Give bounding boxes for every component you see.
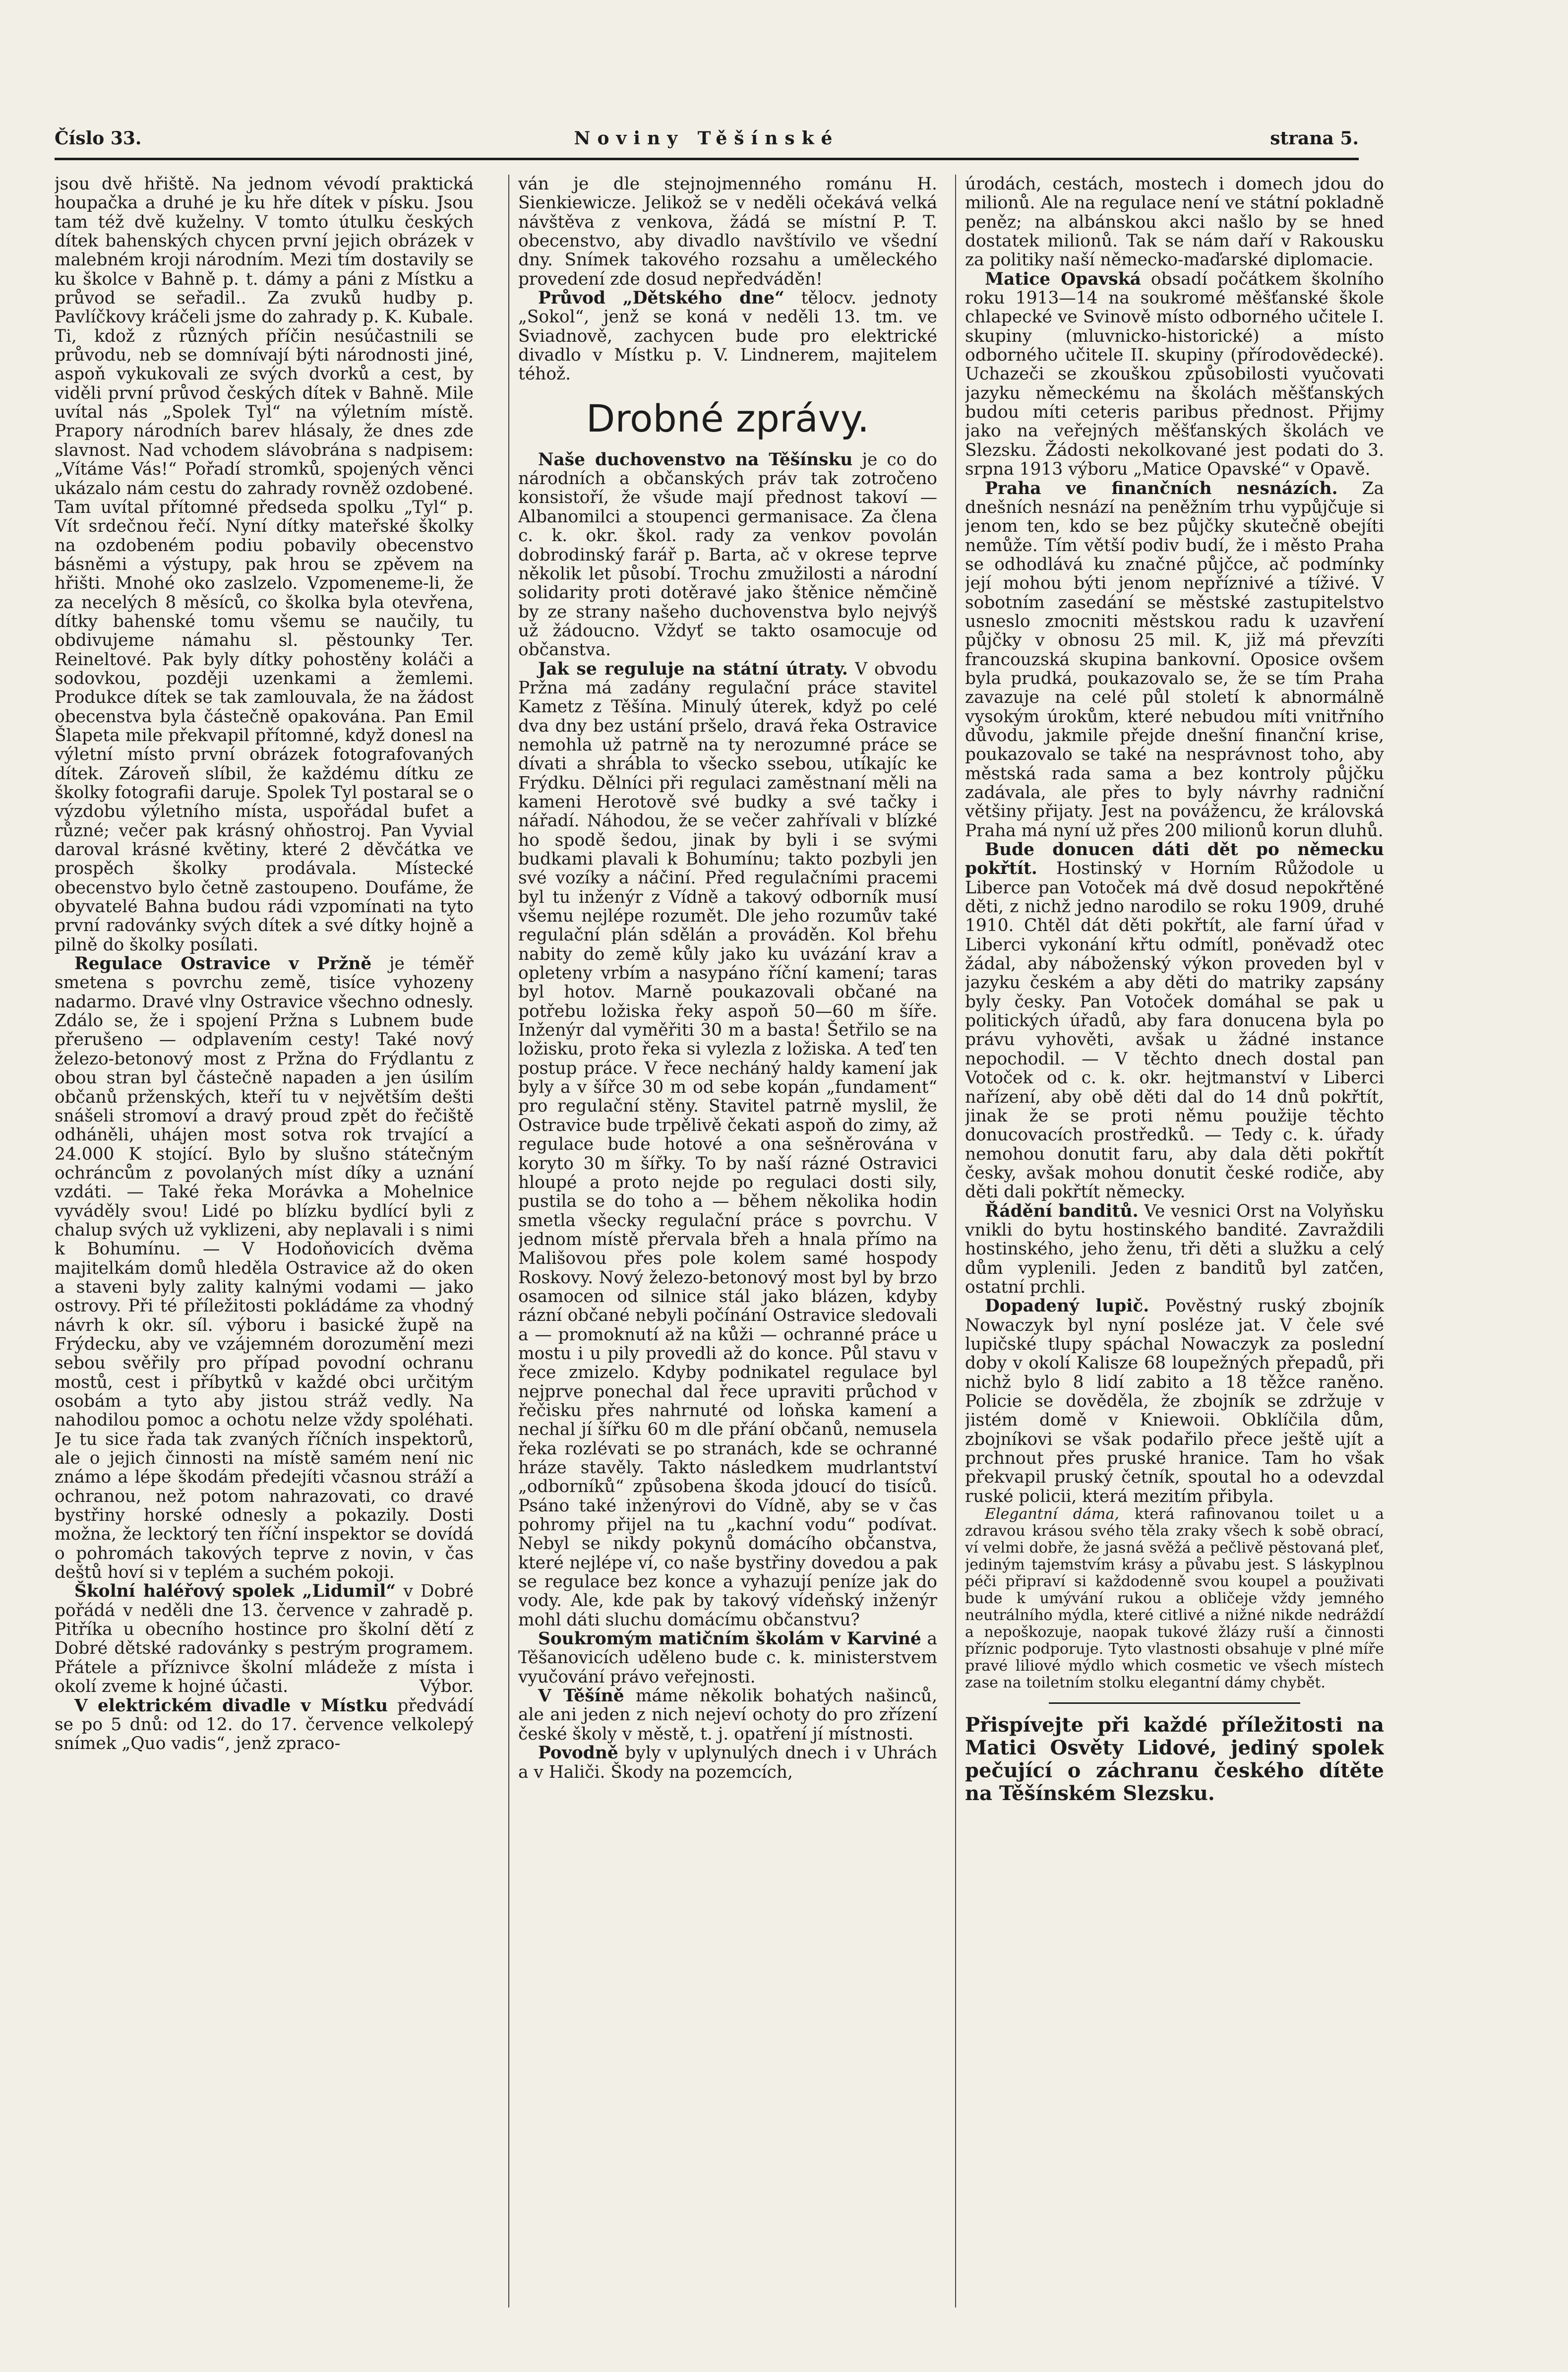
article-paragraph: Jak se reguluje na státní útraty. V obvodu Pržna má zadány regulační práce stavitel Kametz z Těšína. Minulý úterek, když po celé dva dny bez ustání pršelo, dravá řeka Ostravice nemohla už patrně na ty nerozumné práce se dívati a shrábla to všecko ssebou, utíkajíc ke Frýdku. Dělníci při regulaci zaměstnaní měli na kameni Herotově své budky a své tačky i nářadí. Náhodou, že se večer zahřívali v blízké ho spodě šedou, jinak by byli i se svými budkami plavali k Bohumínu; takto pozbyli jen své vozíky a náčiní. Před regulačními pracemi byl tu inženýr z Vídně a takový odborník musí všemu nejlépe rozumět. Dle jeho rozumův také regulační plán sdělán a prováděn. Kol břehu nabity do země kůly jako ku uvázání krav a opleteny vrbím a nasypáno říční kamení; taras byl hotov. Marně poukazovali občané na potřebu ložiska řeky aspoň 50—60 m šíře. Inženýr dal vyměřiti 30 m a basta! Šetřilo se na ložisku, proto řeka si vylezla z ložiska. A teď ten postup práce. V řece necháný haldy kamení jak byly a v šířce 30 m od sebe kopán „fundament“ pro regulační stěny. Stavitel patrně myslil, že Ostravice bude trpělivě čekati aspoň do zimy, až regulace bude hotové a ona sešněrována v koryto 30 m šířky. To by naší rázné Ostravici hloupé a proto nejde po regulaci dosti sily, pustila se do toho a — během několika hodin smetla všecky regulační práce s povrchu. V jednom místě přervala břeh a hnala přímo na Mališovou přes pole kolem samé hospody Roskovy. Nový železo-betonový most byl by brzo osamocen od silnice stál jako blázen, kdyby rázní občané nebyli počínání Ostravice sledovali a — promoknutí až na kůži — ochranné práce u mostu i u pily provedli až do konce. Půl stavu v řece zmizelo. Kdyby podnikatel regulace byl nejprve ponechal dal řece upraviti průchod v řečisku přes nahrnuté od loňska kamení a nechal jí šířku 60 m dle přání občanů, nemusela řeka rozlévati se po stranách, kde se ochranné hráze stavěly. Takto následkem mudrlantství „odborníků“ způsobena škoda jdoucí do tisíců. Psáno také inženýrovi do Vídně, aby se v čas pohromy přijel na tu „kachní vodu“ podívat. Nebyl se nikdy pokynů domácího občanstva, které nejlépe ví, co naše bystřiny dovedou a pak se regulace bez konce a vyhazují peníze jak do vody. Ale, kde pak by takový vídeňský inženýr mohl dáti sluchu domácímu občanstvu? — [518, 659, 937, 1630]
article-heading: V elektrickém divadle v Místku — [74, 1695, 388, 1716]
article-heading: Dopadený lupič. — [985, 1296, 1149, 1316]
article-paragraph: V Těšíně máme několik bohatých našinců, ale ani jeden z nich nejeví ochoty do pro zřízení české školy v městě, t. j. opatření jí místnosti. — [518, 1686, 937, 1744]
article-paragraph: Soukromým matičním školám v Karviné a Těšanovicích uděleno bude c. k. ministerstvem vyučování právo veřejnosti. — [518, 1629, 937, 1687]
article-paragraph: Regulace Ostravice v Pržně je téměř smetena s povrchu země, tisíce vyhozeny nadarmo. Dravé vlny Ostravice všechno odnesly. Zdálo se, že i spojení Pržna s Lubnem bude přerušeno — odplavením cesty! Také nový železo-betonový most z Pržna do Frýdlantu z obou stran byl částečně napaden a jen úsilím občanů prženských, kteří tu v největším dešti snášeli stromoví a dravý proud zpět do řečiště odháněli, uhájen most sotva rok trvající a 24.000 K stojící. Bylo by slušno státečným ochráncům z povolaných míst díky a uznání vzdáti. — Také řeka Morávka a Mohelnice vyváděly svou! Lidé po blízku bydlící byli z chalup svých už vyklizeni, aby neplavali i s nimi k Bohumínu. — V Hodoňovicích dvěma majitelkám domů hleděla Ostravice až do oken a staveni byly zality kalnými vodami — jako ostrovy. Při té příležitosti pokládáme za vhodný návrh k okr. síl. výboru i basické župě na Frýdecku, aby ve vzájemném dorozumění mezi sebou svěřily pro případ povodní ochranu mostů, cest i příbytků v každé obci určitým osobám a tyto aby jistou stráž vedly. Na nahodilou pomoc a ochotu nelze vždy spoléhati. Je tu sice řada tak zvaných říčních inspektorů, ale o jejich činnosti na místě samém není nic známo a lépe škodám předejíti včasnou stráží a ochranou, než potom nahrazovati, co dravé bystřiny horské odnesly a pokazily. Dosti možna, že lecktorý ten říční inspektor se dovídá o pohromách takových teprve z novin, v čas deštů hoví si v teplém a suchém pokoji. — [55, 954, 474, 1583]
article-heading: Naše duchovenstvo na Těšínsku — [538, 449, 853, 470]
article-heading: Bude donucen dáti dět po německu pokřtít. — [965, 840, 1384, 879]
article-paragraph: Školní haléřový spolek „Lidumil“ v Dobré pořádá v neděli dne 13. července v zahradě p. Pitříka u obecního hostince pro školní dětí z Dobré dětské radovánky s pestrým programem. Přátele a příznivce školní mládeže z místa i okolí zveme k hojné účasti. Výbor. — [55, 1581, 474, 1697]
article-paragraph: ván je dle stejnojmenného románu H. Sienkiewicze. Jelikož se v neděli očekává velká návštěva z venkova, žádá se místní P. T. obecenstvo, aby divadlo navštívilo ve všední dny. Snímek takového rozsahu a uměleckého provedení zde dosud nepředváděn! — [518, 175, 937, 289]
article-paragraph: jsou dvě hřiště. Na jednom vévodí praktická houpačka a druhé je ku hře dítek v písku. Jsou tam též dvě kuželny. V tomto útulku českých dítek bahenských chycen první jejich obrázek v malebném kroji národním. Mezi tím dostavily se ku školce v Bahně p. t. dámy a páni z Místku a průvod se seřadil.. Za zvuků hudby p. Pavlíčkovy kráčeli jsme do zahrady p. K. Kubale. Ti, kdož z různých příčin nesúčastnili se průvodu, neb se domnívají býti národnosti jiné, aspoň vykukovali ze svých dvorků a cest, by viděli první průvod českých dítek v Bahně. Mile uvítal nás „Spolek Tyl“ na výletním místě. Prapory národních barev hlásaly, že dnes zde slavnost. Nad vchodem slávobrána s nadpisem: „Vítáme Vás!“ Pořadí stromků, spojených věnci ukázalo nám cestu do zahrady rovněž ozdobené. Tam uvítal přítomné předseda spolku „Tyl“ p. Vít srdečnou řečí. Nyní dítky mateřské školky na ozdobeném podiu pobavily obecenstvo básněmi a výstupy, pak hrou se zpěvem na hřišti. Mnohé oko zaslzelo. Vzpomeneme-li, že za necelých 8 měsíců, co školka byla otevřena, dítky bahenské tomu všemu se naučily, tu obdivujeme námahu sl. pěstounky Ter. Reineltové. Pak byly dítky pohostěny koláči a sodovkou, později uzenkami a žemlemi. Produkce dítek se tak zamlouvala, že na žádost obecenstva byla částečně opakována. Pan Emil Šlapeta mile překvapil přítomné, když donesl na výletní místo první obrázek fotografovaných dítek. Zároveň slíbil, že každému dítku ze školky fotografii daruje. Spolek Tyl postaral se o výzdobu výletního místa, uspořádal bufet a různé; večer pak krásný ohňostroj. Pan Vyvial daroval krásné květiny, které 2 děvčátka ve prospěch školky prodávala. Místecké obecenstvo bylo četně zastoupeno. Doufáme, že obyvatelé Bahna budou rádi vzpomínati na tyto první radovánky svých dítek a své dítky hojně a pilně do školky posílati. — [55, 175, 474, 955]
article-heading: Praha ve finančních nesnázích. — [985, 478, 1338, 499]
column-divider — [955, 175, 956, 2308]
page-header — [55, 128, 1359, 160]
article-paragraph: Průvod „Dětského dne“ tělocv. jednoty „Sokol“, jenž se koná v neděli 13. tm. ve Sviadnově, zachycen bude pro elektrické divadlo v Místku p. V. Lindnerem, majitelem téhož. — [518, 288, 937, 384]
article-heading: Školní haléřový spolek „Lidumil“ — [74, 1581, 396, 1602]
article-paragraph: Naše duchovenstvo na Těšínsku je co do národních a občanských práv tak zotročeno konsistoří, že všude mají přednost takoví — Albanomilci a stoupenci germanisace. Za člena c. k. okr. škol. rady za venkov povolán dobrodinský farář p. Barta, ač v okrese teprve několik let působí. Trochu zmužilosti a národní solidarity proti dotěravé jako štěnice němčině by ze strany našeho duchovenstva bylo nejvýš už žádoucno. Vždyť se takto osamocuje od občanstva. — [518, 449, 937, 660]
article-heading: Regulace Ostravice v Pržně — [74, 954, 372, 974]
appeal-notice: Přispívejte při každé příležitosti na Matici Osvěty Lidové, jediný spolek pečující o záchranu českého dítěte na Těšínském Slezsku. — [965, 1713, 1384, 1806]
article-paragraph: Bude donucen dáti dět po německu pokřtít. Hostinský v Horním Růžodole u Liberce pan Votoček má dvě dosud nepokřtěné děti, z nichž jedno narodilo se roku 1909, druhé 1910. Chtěl dát děti pokřtít, ale farní úřad v Liberci vykonání křtu odmítl, poněvadž otec žádal, aby náboženský výkon proveden byl v jazyku českém a aby děti do matriky zapsány byly česky. Pan Votoček domáhal se pak u politických úřadů, aby fara donucena byla po právu vyhověti, avšak u žádné instance nepochodil. — V těchto dnech dostal pan Votoček od c. k. okr. hejtmanství v Liberci nařízení, aby obě děti dal do 14 dnů pokřtít, jinak že se proti němu použije těchto donucovacích prostředků. — Tedy c. k. úřady nemohou donutit faru, aby dala děti pokřtít česky, avšak mohou donutit české rodiče, aby děti dali pokřtít německy. — [965, 840, 1384, 1202]
article-paragraph: Matice Opavská obsadí počátkem školního roku 1913—14 na soukromé měšťanské škole chlapecké ve Svinově místo odborného učitele I. skupiny (mluvnicko-historické) a místo odborného učitele II. skupiny (přírodovědecké). Uchazeči se zkouškou způsobilosti vyučovati jazyku německému na školách měšťanských budou míti ceteris paribus přednost. Přijmy jako na veřejných měšťanských školách ve Slezsku. Žádosti nekolkované jest podati do 3. srpna 1913 výboru „Matice Opavské“ v Opavě. — [965, 269, 1384, 480]
page-number: strana 5. — [1270, 128, 1359, 149]
article-heading: Jak se reguluje na státní útraty. — [538, 659, 848, 679]
ad-heading: Elegantní dáma, — [985, 1505, 1119, 1523]
header-rule — [55, 158, 1359, 160]
article-heading: Řádění banditů. — [985, 1201, 1139, 1221]
article-paragraph: Dopadený lupič. Pověstný ruský zbojník Nowaczyk byl nyní posléze jat. V čele své lupičské tlupy spáchal Nowaczyk za poslední doby v okolí Kalisze 68 loupežných přepadů, při nichž bylo 8 lidí zabito a 18 těžce raněno. Policie se dověděla, že zbojník se zdržuje v jistém domě v Kniewoii. Obklíčila dům, zbojníkovi se však podařilo přece ještě ujít a prchnout přes pruské hranice. Tam ho však překvapil pruský četník, spoutal ho a odevzdal ruské policii, která mezitím přibyla. — [965, 1296, 1384, 1506]
article-paragraph: V elektrickém divadle v Místku předvádí se po 5 dnů: od 12. do 17. července velkolepý snímek „Quo vadis“, jenž zpraco- — [55, 1695, 474, 1754]
column-1 — [55, 175, 474, 2317]
issue-number: Číslo 33. — [55, 128, 142, 149]
article-paragraph: Praha ve finančních nesnázích. Za dnešních nesnází na peněžním trhu vypůjčuje si jenom ten, kdo se bez půjčky skutečně obejíti nemůže. Tím větší podiv budí, že i město Praha se odhodlává ku značné půjčce, ač podmínky její mohou býti jenom nepříznivé a tíživé. V sobotním zasedání se městské zastupitelstvo usneslo zmocniti městskou radu k uzavření půjčky v obnosu 25 mil. K, již má převzíti francouzská skupina bankovní. Oposice ovšem byla prudká, poukazovalo se, že se tím Praha zavazuje na celé půl století k abnormálně vysokým úrokům, které nebudou míti vnitřního důvodu, jakmile přejde dnešní finanční krise, poukazovalo se také na nesprávnost toho, aby městská rada sama a bez kontroly půjčku zadávala, ale přes to byly návrhy radniční většiny přijaty. Jest na povážencu, že královská Praha má nyní už přes 200 milionů korun dluhů. — [965, 478, 1384, 841]
article-paragraph: úrodách, cestách, mostech i domech jdou do milionů. Ale na regulace není ve státní pokladně peněz; na albánskou akci našlo by se hned dostatek milionů. Tak se nám daří v Rakousku za politiky naší německo-maďarské diplomacie. — [965, 175, 1384, 270]
article-paragraph: Povodně byly v uplynulých dnech i v Uhrách a v Haliči. Škody na pozemcích, — [518, 1743, 937, 1782]
article-heading: Povodně — [538, 1743, 618, 1763]
column-3 — [965, 175, 1384, 2317]
article-heading: Průvod „Dětského dne“ — [538, 288, 784, 309]
section-title: Drobné zprávy. — [586, 396, 870, 440]
advertisement: Elegantní dáma, která rafinovanou toilet u a zdravou krásou svého těla zraky všech k sobě obrací, ví velmi dobře, že jasná svěžá a pečlivě pěstovaná pleť, jediným tajemstvím krásy a půvabu jest. S láskyplnou péči připraví si každodenně svou koupel a použivati bude k umývání rukou a obličeje vždy jemného neutrálního mýdla, které citlivé a nižné nikde nedráždí a nepoškozuje, naopak tukové žlázy ruší a činnosti příznic podporuje. Tyto vlastnosti obsahuje v plné míře pravé liliové mýdlo which cosmetic ve všech místech zase na toiletním stolku elegantní dámy chybět. — [965, 1505, 1384, 1692]
column-divider — [508, 175, 509, 2308]
article-heading: Matice Opavská — [985, 269, 1141, 289]
separator-rule — [1049, 1702, 1300, 1704]
article-paragraph: Řádění banditů. Ve vesnici Orst na Volyňsku vnikli do bytu hostinského bandité. Zavraždili hostinského, jeho ženu, tři děti a služku a celý dům vyplenili. Jeden z banditů byl zatčen, ostatní prchli. — [965, 1201, 1384, 1297]
newspaper-title: Noviny Těšínské — [574, 128, 840, 149]
signature: Výbor. — [419, 1677, 474, 1697]
column-2 — [518, 175, 937, 2317]
article-heading: Soukromým matičním školám v Karviné — [538, 1629, 921, 1649]
article-heading: V Těšíně — [538, 1686, 624, 1706]
